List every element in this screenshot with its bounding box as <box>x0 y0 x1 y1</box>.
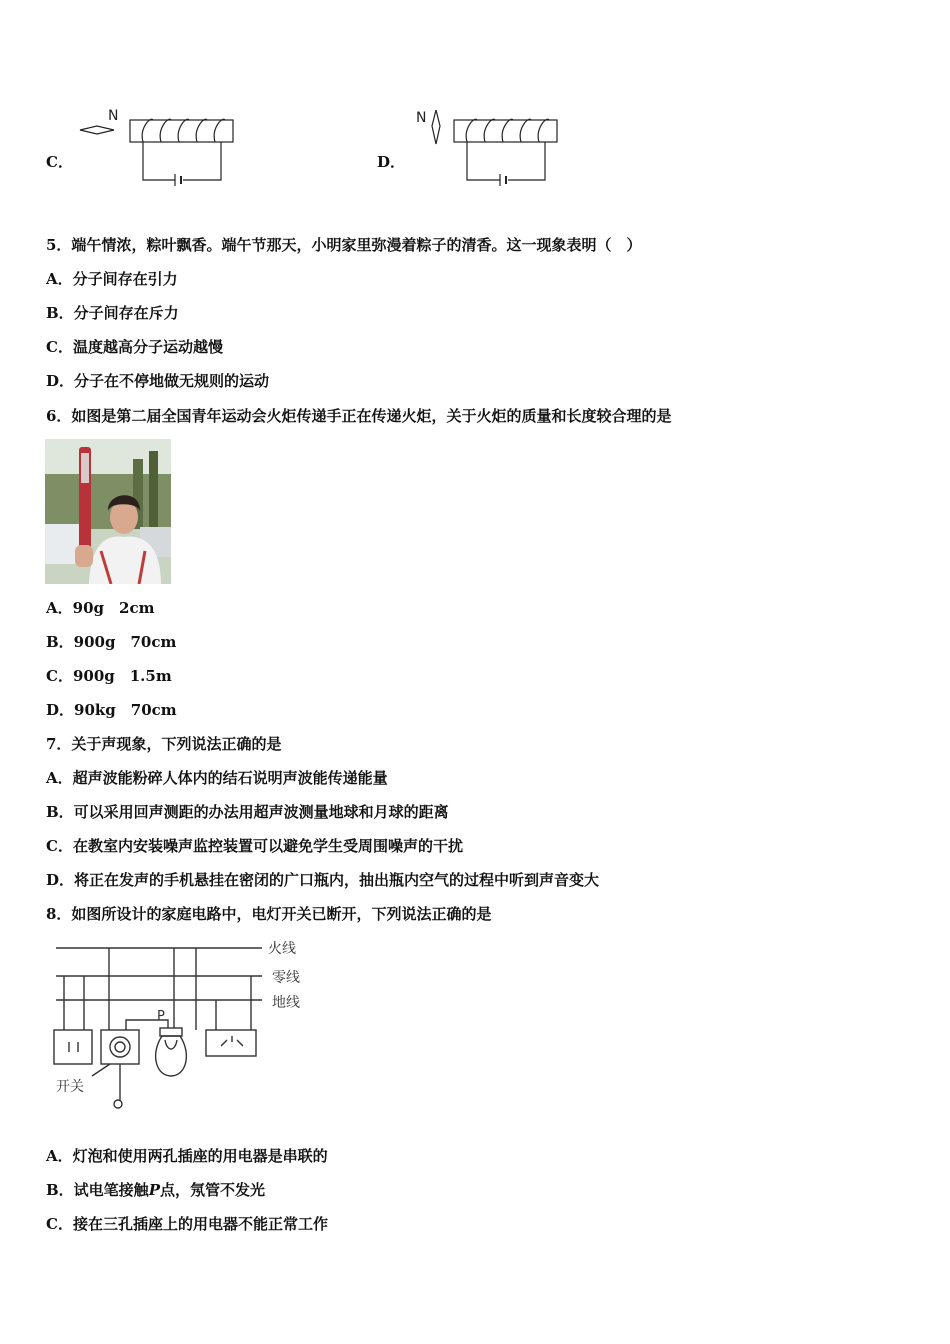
q7-option-b: B．可以采用回声测距的办法用超声波测量地球和月球的距离 <box>46 803 449 821</box>
q8-option-b-pre: B．试电笔接触 <box>46 1181 149 1199</box>
q7-option-a: A．超声波能粉碎人体内的结石说明声波能传递能量 <box>46 769 388 787</box>
neutral-wire-label: 零线 <box>272 970 300 986</box>
q5-option-c: C．温度越高分子运动越慢 <box>46 338 223 356</box>
q5-option-a: A．分子间存在引力 <box>46 270 178 288</box>
q5-option-d: D．分子在不停地做无规则的运动 <box>46 372 270 390</box>
three-pin-socket <box>206 1030 256 1056</box>
torch-bearer-photo <box>45 439 171 584</box>
option-c-label: C． <box>46 153 73 171</box>
earth-wire-label: 地线 <box>272 995 300 1011</box>
q8-option-a: A．灯泡和使用两孔插座的用电器是串联的 <box>46 1147 328 1165</box>
switch-label: 开关 <box>56 1079 84 1095</box>
lamp-holder <box>160 1028 182 1036</box>
q7-option-c: C．在教室内安装噪声监控装置可以避免学生受周围噪声的干扰 <box>46 837 463 855</box>
lamp-bulb <box>156 1036 187 1076</box>
switch-terminal <box>114 1100 122 1108</box>
q6-stem: 6．如图是第二届全国青年运动会火炬传递手正在传递火炬，关于火炬的质量和长度较合理的是 <box>46 407 672 425</box>
q6-option-c: C．900g 1.5m <box>46 667 172 685</box>
q5-option-b: B．分子间存在斥力 <box>46 304 179 322</box>
magnet-n-label-c: N <box>108 108 119 124</box>
q6-option-a: A．90g 2cm <box>46 599 155 617</box>
q7-option-d: D．将正在发声的手机悬挂在密闭的广口瓶内，抽出瓶内空气的过程中听到声音变大 <box>46 871 600 889</box>
point-p-label: P <box>157 1009 165 1024</box>
q8-stem: 8．如图所设计的家庭电路中，电灯开关已断开，下列说法正确的是 <box>46 905 492 923</box>
two-pin-socket <box>54 1030 92 1064</box>
q8-option-b <box>46 1180 265 1200</box>
light-switch <box>101 1030 139 1064</box>
q7-stem: 7．关于声现象，下列说法正确的是 <box>46 735 282 753</box>
option-d-label: D． <box>377 153 406 171</box>
coil-figure-c <box>75 104 245 188</box>
household-circuit-diagram <box>46 936 316 1116</box>
live-wire-label: 火线 <box>268 941 296 957</box>
q5-stem: 5．端午情浓，粽叶飘香。端午节那天，小明家里弥漫着粽子的清香。这一现象表明（ ） <box>46 236 642 254</box>
compass-needle-c <box>80 126 114 134</box>
compass-needle-d <box>432 110 440 144</box>
q8-option-b-post: 点，氖管不发光 <box>159 1181 265 1199</box>
q6-option-b: B．900g 70cm <box>46 633 177 651</box>
coil-figure-d <box>414 104 564 188</box>
q8-option-c: C．接在三孔插座上的用电器不能正常工作 <box>46 1215 328 1233</box>
q8-option-b-point: P <box>148 1181 160 1199</box>
magnet-n-label-d: N <box>416 110 427 126</box>
q6-option-d: D．90kg 70cm <box>46 701 177 719</box>
